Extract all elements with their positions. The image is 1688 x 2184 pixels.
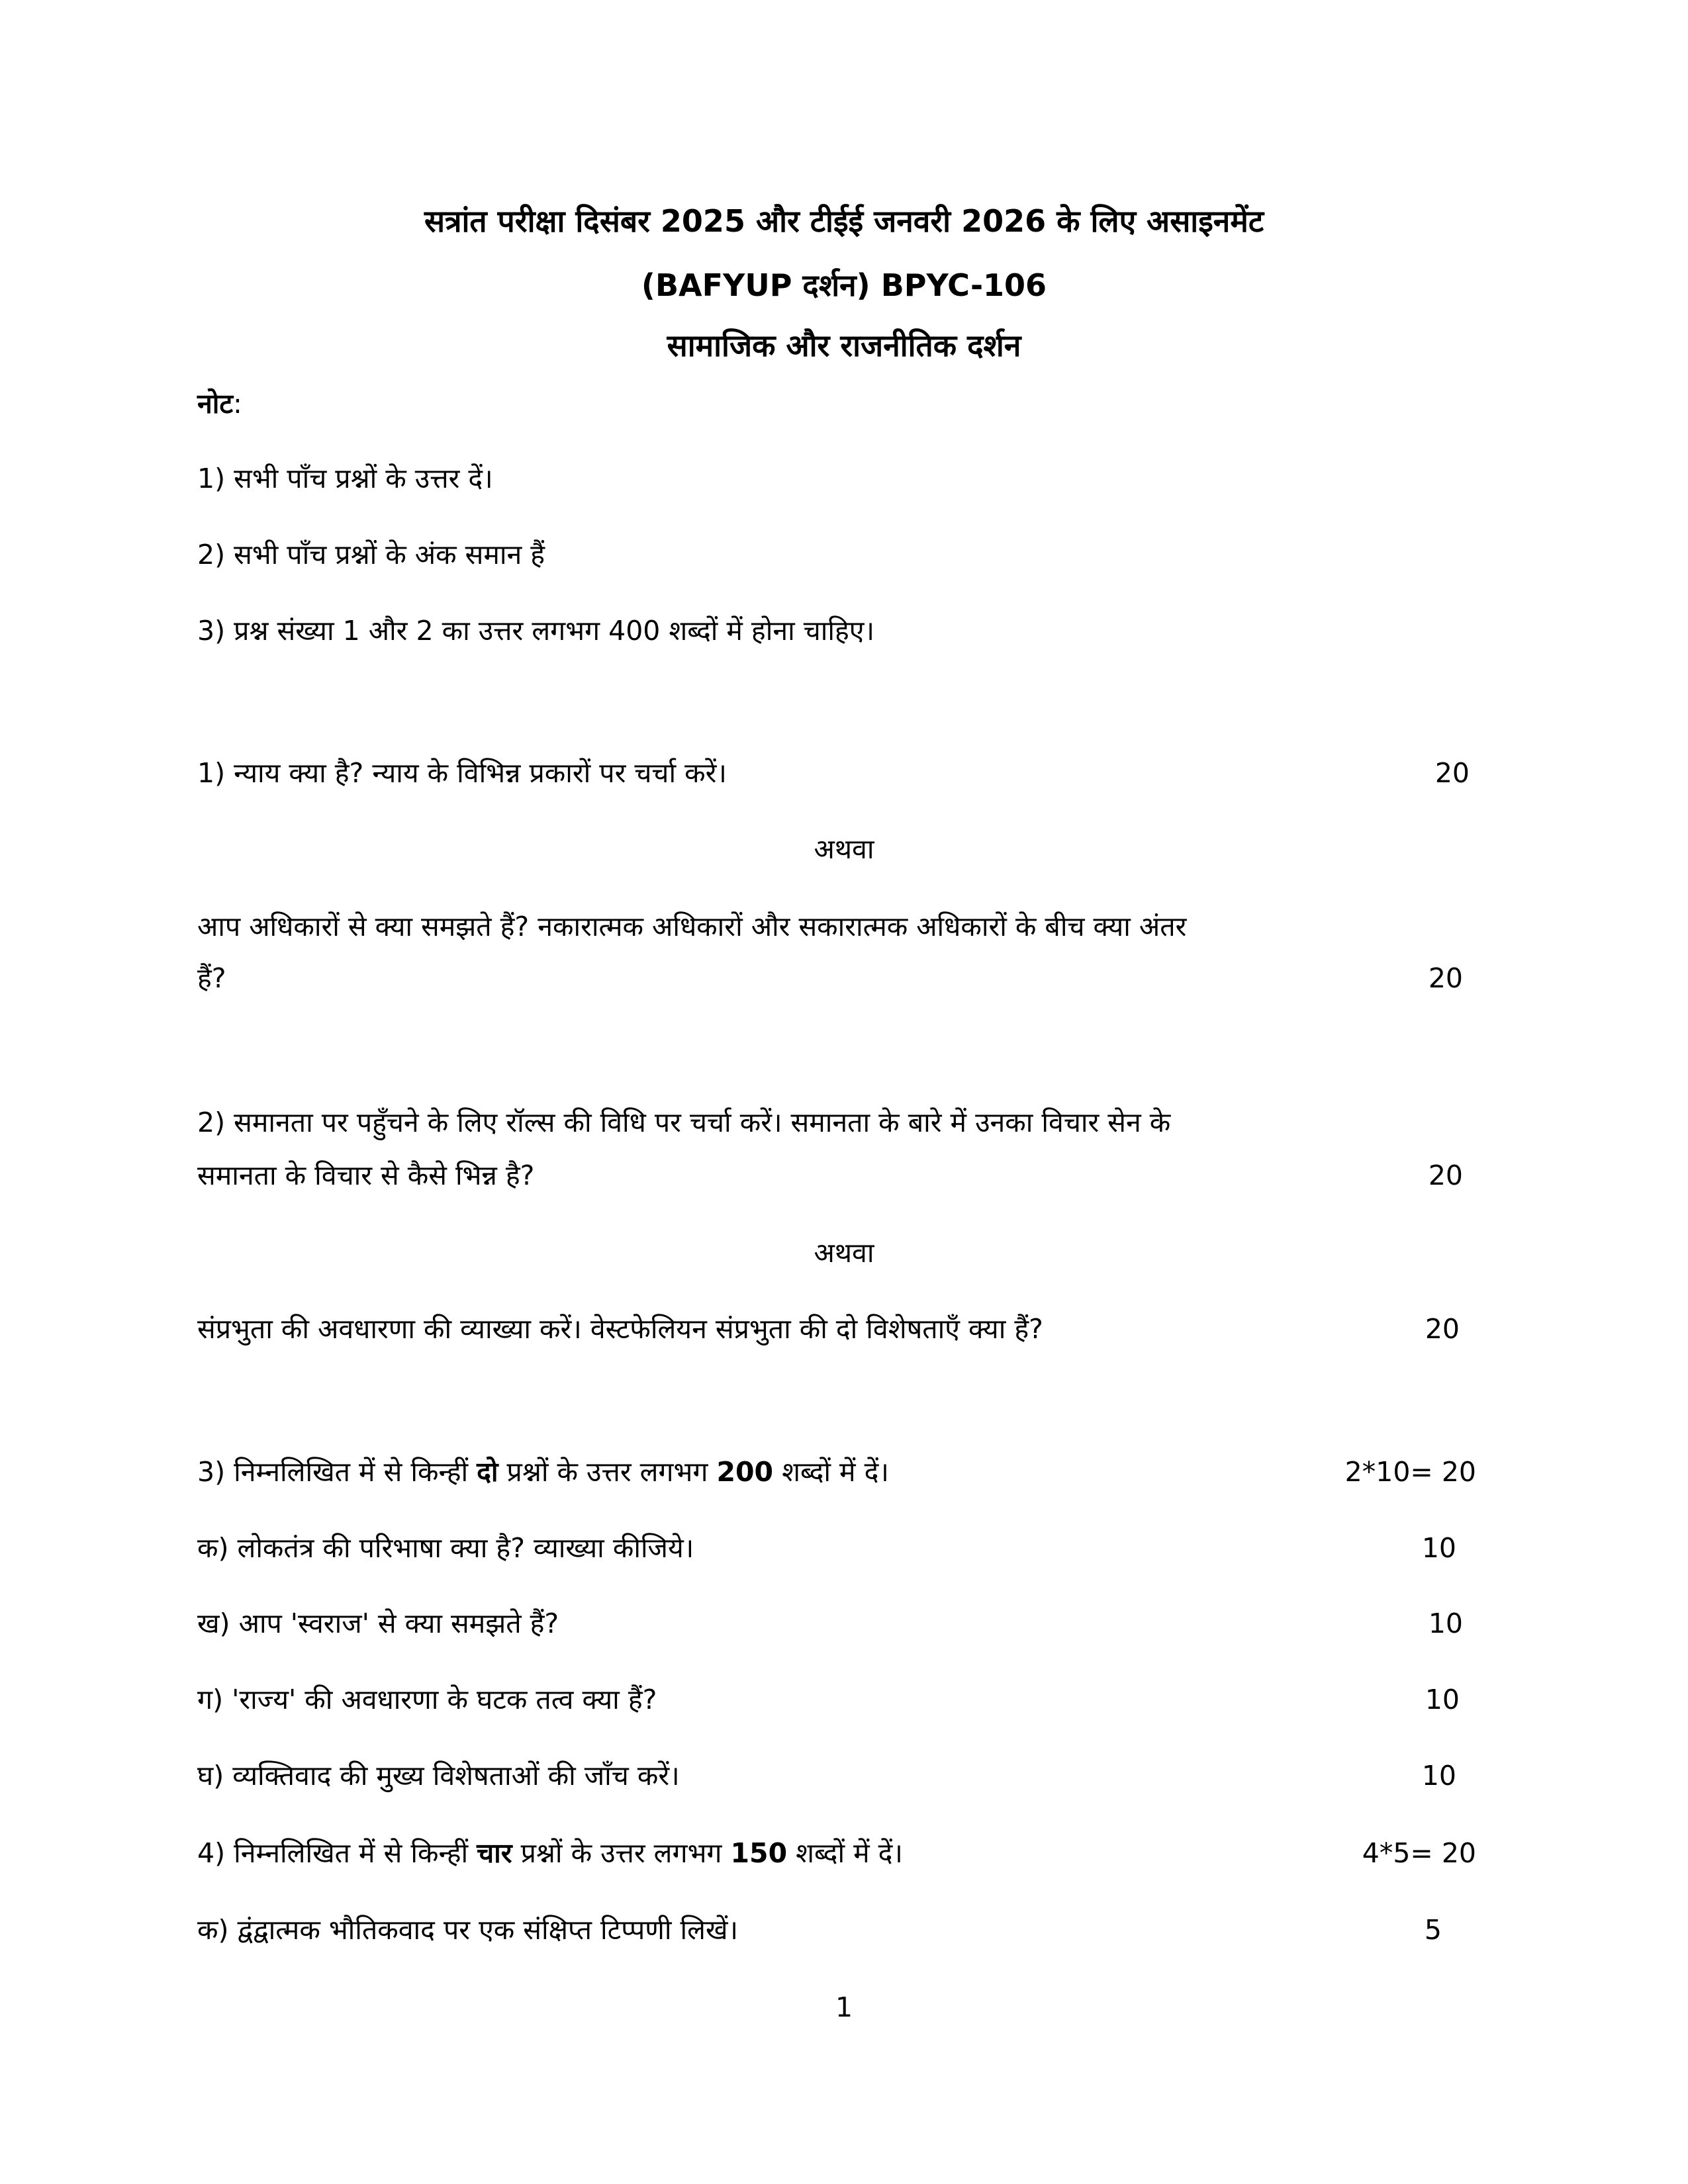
note-heading	[197, 385, 242, 422]
course-code: (BAFYUP दर्शन) BPYC-106	[641, 267, 1047, 303]
question-3-count: दो	[477, 1456, 498, 1488]
question-3-marks: 2*10= 20	[1344, 1456, 1476, 1488]
question-3-item-gha-marks: 10	[1421, 1760, 1456, 1792]
question-2-alt: संप्रभुता की अवधारणा की व्याख्या करें। वेस्टफेलियन संप्रभुता की दो विशेषताएँ क्या हैं?	[197, 1313, 1043, 1345]
note-item-3: 3) प्रश्न संख्या 1 और 2 का उत्तर लगभग 400 शब्दों में होना चाहिए।	[197, 615, 874, 647]
question-2-line-1: 2) समानता पर पहुँचने के लिए रॉल्स की विधि पर चर्चा करें। समानता के बारे में उनका विचार सेन के	[197, 1107, 1171, 1138]
question-4-count: चार	[477, 1837, 512, 1869]
or-separator-2: अथवा	[814, 1237, 874, 1269]
question-4-marks: 4*5= 20	[1362, 1837, 1476, 1869]
question-1-alt-line-1: आप अधिकारों से क्या समझते हैं? नकारात्मक अधिकारों और सकारात्मक अधिकारों के बीच क्या अंतर	[197, 911, 1187, 942]
question-4	[197, 1835, 903, 1872]
question-1-marks: 20	[1434, 757, 1470, 789]
question-3-item-kha: ख) आप 'स्वराज' से क्या समझते हैं?	[197, 1608, 559, 1639]
or-separator-1: अथवा	[814, 833, 874, 865]
note-label: नोट	[197, 388, 234, 420]
question-4-middle: प्रश्नों के उत्तर लगभग	[512, 1837, 731, 1869]
question-3-item-ga-marks: 10	[1425, 1684, 1460, 1715]
note-item-1: 1) सभी पाँच प्रश्नों के उत्तर दें।	[197, 463, 493, 494]
question-3-item-ka-marks: 10	[1421, 1532, 1456, 1564]
question-1-alt-marks: 20	[1428, 962, 1463, 994]
question-3-middle: प्रश्नों के उत्तर लगभग	[498, 1456, 717, 1488]
exam-title: सत्रांत परीक्षा दिसंबर 2025 और टीईई जनवरी 2026 के लिए असाइनमेंट	[424, 203, 1264, 239]
question-3-item-gha: घ) व्यक्तिवाद की मुख्य विशेषताओं की जाँच करें।	[197, 1760, 680, 1792]
note-colon: :	[233, 388, 242, 420]
question-3-prefix: 3) निम्नलिखित में से किन्हीं	[197, 1456, 477, 1488]
question-4-prefix: 4) निम्नलिखित में से किन्हीं	[197, 1837, 477, 1869]
question-1: 1) न्याय क्या है? न्याय के विभिन्न प्रकारों पर चर्चा करें।	[197, 757, 727, 789]
question-3-word-limit: 200	[716, 1456, 774, 1488]
question-3-suffix: शब्दों में दें।	[773, 1456, 889, 1488]
question-3-item-ga: ग) 'राज्य' की अवधारणा के घटक तत्व क्या हैं?	[197, 1684, 657, 1715]
course-title: सामाजिक और राजनीतिक दर्शन	[667, 328, 1021, 363]
question-4-suffix: शब्दों में दें।	[787, 1837, 903, 1869]
question-1-alt-line-2: हैं?	[197, 962, 226, 994]
question-2-line-2: समानता के विचार से कैसे भिन्न है?	[197, 1160, 535, 1191]
question-3-item-ka: क) लोकतंत्र की परिभाषा क्या है? व्याख्या कीजिये।	[197, 1532, 694, 1564]
question-4-item-ka-marks: 5	[1424, 1914, 1442, 1946]
question-4-word-limit: 150	[730, 1837, 788, 1869]
question-2-marks: 20	[1428, 1160, 1463, 1191]
question-2-alt-marks: 20	[1425, 1313, 1460, 1345]
question-3-item-kha-marks: 10	[1428, 1608, 1463, 1639]
page-number: 1	[835, 1991, 853, 2023]
question-4-item-ka: क) द्वंद्वात्मक भौतिकवाद पर एक संक्षिप्त टिप्पणी लिखें।	[197, 1914, 739, 1946]
note-item-2: 2) सभी पाँच प्रश्नों के अंक समान हैं	[197, 539, 545, 570]
question-3	[197, 1453, 889, 1490]
